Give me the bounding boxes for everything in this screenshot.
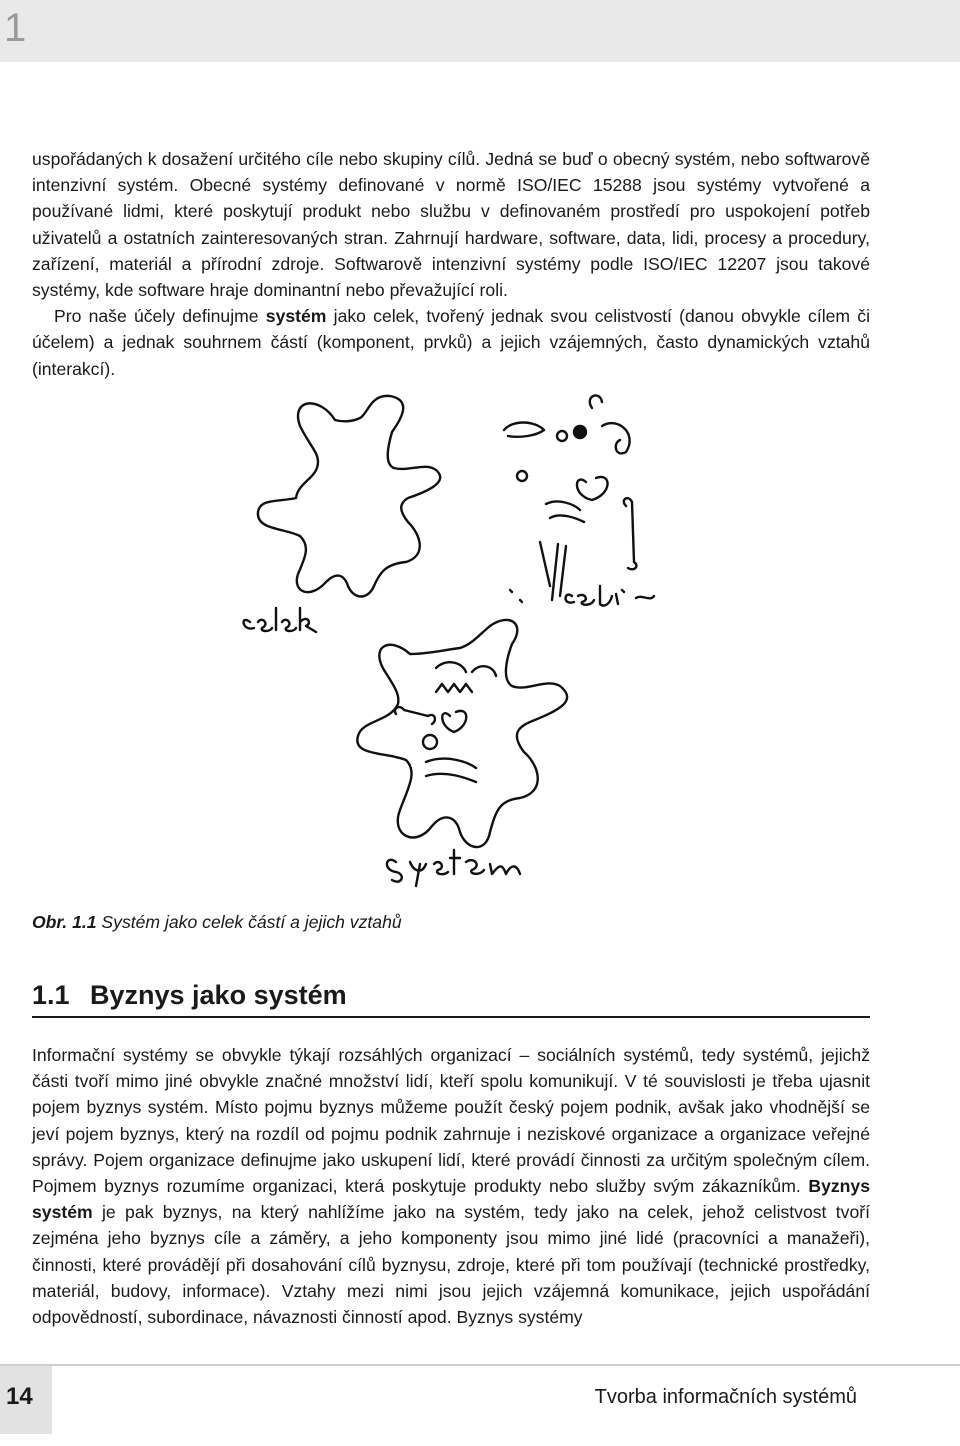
footer-rule <box>0 1364 960 1366</box>
intro-text <box>32 146 870 382</box>
chapter-number: 1 <box>4 6 27 50</box>
whole-bear-outline <box>258 396 440 597</box>
system-bear-nose <box>423 735 437 749</box>
eye-part-2 <box>574 426 586 438</box>
nose-part <box>517 471 527 481</box>
term-byznys-system: Byznys systém <box>32 1176 870 1223</box>
label-casti: části <box>580 584 618 604</box>
leg-part <box>540 542 566 600</box>
running-footer-title: Tvorba informačních systémů <box>594 1386 857 1408</box>
figure-caption <box>32 912 402 933</box>
dots-part <box>510 590 522 602</box>
body-paragraph-1 <box>32 1042 870 1330</box>
system-bear-belly <box>426 759 476 782</box>
section-heading <box>32 980 870 1018</box>
label-celek: celek <box>252 608 295 628</box>
caption-text: Systém jako celek částí a jejich vztahů <box>96 912 402 932</box>
ear-part <box>590 395 602 408</box>
caption-label: Obr. 1.1 <box>32 912 97 932</box>
body-p1-before: Informační systémy se obvykle týkají rozsáhlých organizací – sociálních systémů, tedy systémů, jejichž části tvoří mimo jiné obvykle značné množství lidí, kteří spolu komunikují. V té souvislosti je třeba ujasnit pojem byznys systém. Místo pojmu byznys můžeme použít český pojem podnik, avšak jako vhodnější se jeví pojem byznys, který na rozdíl od pojmu podnik zahrnuje i neziskové organizace a organizace veřejné správy. Pojem organizace definujme jako uskupení lidí, které provádí činnosti za určitým společným cílem. Pojmem byznys rozumíme organizaci, která poskytuje produkty nebo služby svým zákazníkům. <box>32 1045 870 1197</box>
section-body <box>32 1042 870 1330</box>
section-number: 1.1 <box>32 980 70 1010</box>
system-sketch-figure <box>240 386 710 896</box>
eye-brow-part <box>504 423 544 437</box>
system-bear-mouth <box>436 684 472 692</box>
intro-paragraph-2 <box>32 303 870 382</box>
intro-p2-after: jako celek, tvořený jednak svou celistvostí (danou obvykle cílem či účelem) a jednak souhrnem částí (komponent, prvků) a jejich vzájemných, často dynamických vztahů (interakcí). <box>32 306 870 379</box>
bone-part <box>624 498 637 569</box>
label-system: systém <box>400 860 458 880</box>
term-system: systém <box>265 306 327 327</box>
parts-group <box>504 395 654 605</box>
heart-part <box>577 477 608 500</box>
system-bear-heart <box>442 711 466 732</box>
intro-paragraph-1: uspořádaných k dosažení určitého cíle nebo skupiny cílů. Jedná se buď o obecný systém, nebo softwarově intenzivní systém. Obecné systémy definované v normě ISO/IEC 15288 jsou systémy vytvořené a používané lidmi, které poskytují produkt nebo službu v definovaném prostředí pro uspokojení potřeb uživatelů a ostatních zainteresovaných stran. Zahrnují hardware, software, data, lidi, procesy a procedury, zařízení, materiál a přírodní zdroje. Softwarově intenzivní systémy podle ISO/IEC 12207 jsou takové systémy, kde software hraje dominantní nebo převažující roli. <box>32 149 870 301</box>
system-bear-eyes <box>436 662 496 676</box>
body-p1-after: je pak byznys, na který nahlížíme jako na systém, tedy jako na celek, jehož celistvost tvoří zejména jeho byznys cíle a záměry, a jeho komponenty jsou mimo jiné lidé (pracovníci a manažeři), činnosti, které provádějí při dosahování cílů byznysu, zdroje, které při tom používají (technické prostředky, materiál, budovy, informace). Vztahy mezi nimi jsou jejich vzájemná komunikace, jejich uspořádání odpovědností, subordinace, návaznosti činností apod. Byznys systémy <box>32 1202 870 1328</box>
page-number: 14 <box>6 1383 33 1410</box>
section-title: Byznys jako systém <box>90 980 347 1010</box>
ear-part-2 <box>602 423 630 453</box>
intro-p2-before: Pro naše účely definujme <box>54 306 266 327</box>
system-bear-outline <box>357 620 567 847</box>
mouth-part <box>546 502 584 522</box>
chapter-tab <box>0 0 960 62</box>
system-bear-bone <box>395 707 435 724</box>
system-bear <box>357 620 567 847</box>
eye-part-1 <box>557 431 567 441</box>
